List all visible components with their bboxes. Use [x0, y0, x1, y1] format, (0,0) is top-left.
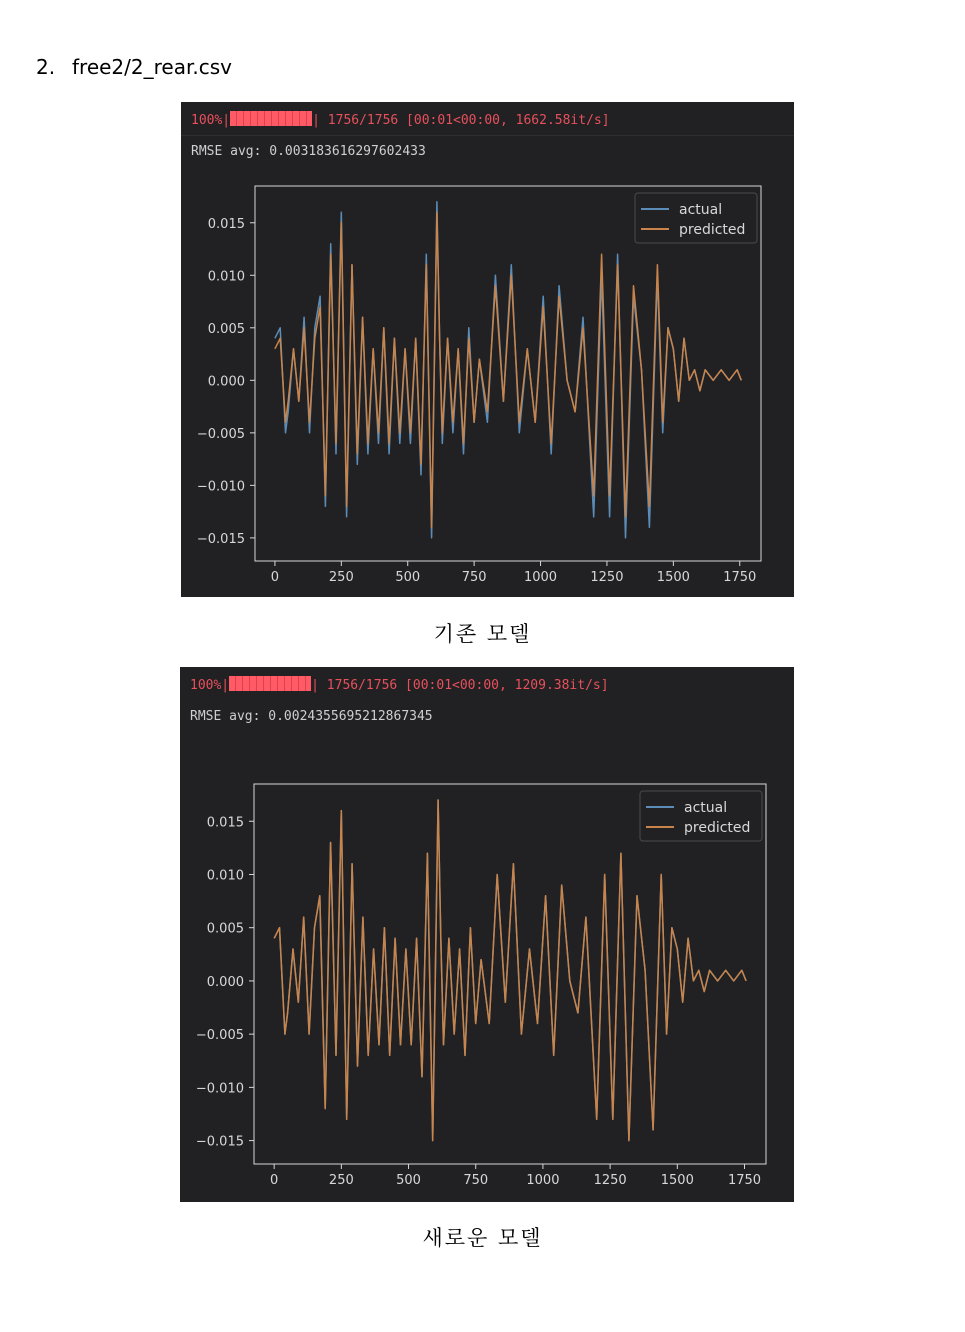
x-tick-label: 500 — [395, 570, 421, 585]
caption-original-model: 기존 모델 — [433, 622, 532, 646]
legend-label-predicted: predicted — [679, 222, 746, 238]
section-title: free2/2_rear.csv — [72, 55, 232, 79]
y-tick-label: 0.015 — [207, 216, 245, 232]
x-tick-label: 250 — [328, 1173, 354, 1188]
progress-stats: | 1756/1756 [00:01<00:00, 1662.58it/s] — [312, 113, 610, 128]
y-tick-label: −0.005 — [196, 426, 245, 442]
series-line-predicted — [274, 800, 746, 1141]
y-tick-label: 0.005 — [207, 321, 245, 337]
x-tick-label: 1000 — [523, 570, 558, 585]
progress-stats: | 1756/1756 [00:01<00:00, 1209.38it/s] — [311, 678, 609, 693]
y-tick-label: 0.005 — [206, 921, 244, 937]
caption-new-model: 새로운 모델 — [422, 1226, 543, 1250]
legend-label-predicted: predicted — [684, 820, 751, 836]
progress-percent: 100%| — [191, 113, 231, 128]
y-tick-label: −0.005 — [195, 1028, 244, 1044]
rmse-text: RMSE avg: 0.0024355695212867345 — [190, 709, 433, 724]
notebook-output-panel-new — [180, 667, 794, 1202]
x-tick-label: 1000 — [526, 1173, 560, 1188]
y-tick-label: 0.000 — [207, 374, 245, 390]
y-tick-label: −0.010 — [196, 479, 245, 495]
x-tick-label: 1500 — [660, 1173, 694, 1188]
line-chart-new — [180, 667, 794, 1202]
x-tick-label: 750 — [461, 570, 487, 585]
line-chart-original — [181, 102, 794, 597]
x-tick-label: 750 — [463, 1173, 489, 1188]
y-tick-label: −0.015 — [196, 531, 245, 547]
x-tick-label: 1250 — [590, 570, 624, 585]
x-tick-label: 0 — [270, 570, 280, 585]
x-tick-label: 0 — [270, 1173, 279, 1188]
series-line-actual — [275, 202, 741, 538]
section-heading — [36, 55, 232, 79]
y-tick-label: −0.010 — [195, 1081, 244, 1097]
progress-percent: 100%| — [190, 678, 230, 693]
x-tick-label: 1750 — [727, 1173, 762, 1188]
y-tick-label: 0.015 — [206, 815, 244, 831]
legend-label-actual: actual — [679, 202, 723, 218]
x-tick-label: 1500 — [656, 570, 690, 585]
y-tick-label: 0.010 — [207, 269, 245, 285]
x-tick-label: 1250 — [593, 1173, 627, 1188]
x-tick-label: 250 — [328, 570, 354, 585]
x-tick-label: 500 — [396, 1173, 421, 1188]
y-tick-label: −0.015 — [195, 1134, 244, 1150]
section-number: 2. — [36, 55, 56, 79]
notebook-output-panel-original — [181, 102, 794, 597]
rmse-text: RMSE avg: 0.003183616297602433 — [191, 144, 426, 159]
legend-label-actual: actual — [684, 800, 728, 816]
series-line-actual — [274, 800, 746, 1141]
x-tick-label: 1750 — [723, 570, 757, 585]
series-line-predicted — [275, 212, 741, 527]
y-tick-label: 0.000 — [206, 974, 244, 990]
y-tick-label: 0.010 — [206, 868, 244, 884]
